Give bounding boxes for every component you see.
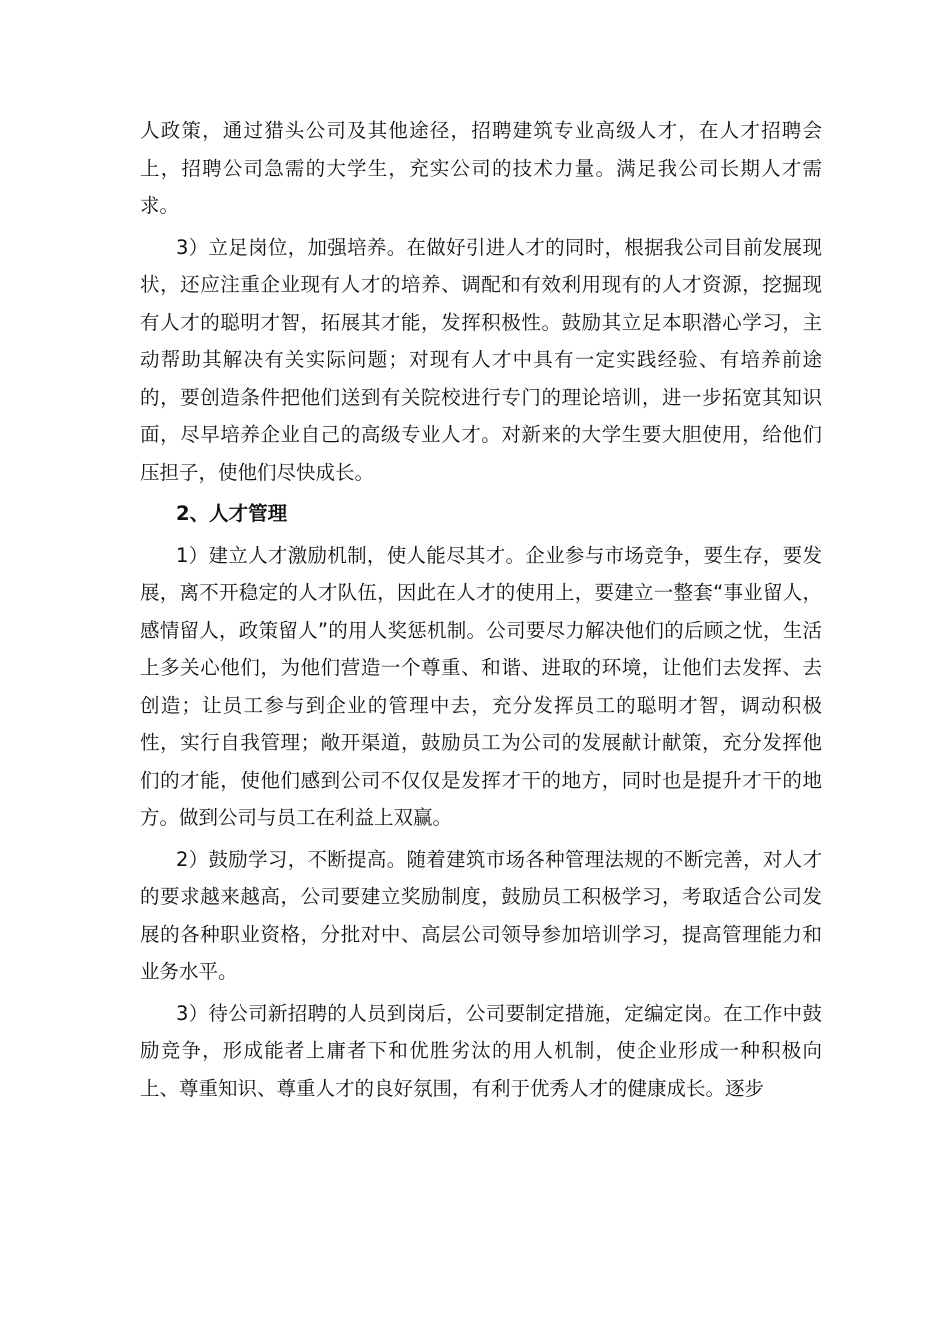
paragraph-item-1-incentive: 1）建立人才激励机制，使人能尽其才。企业参与市场竞争，要生存，要发展，离不开稳定的人才队伍，因此在人才的使用上，要建立一整套“事业留人，感情留人，政策留人”的用人奖惩机制。公司要尽力解决他们的后顾之忧，生活上多关心他们，为他们营造一个尊重、和谐、进取的环境，让他们去发挥、去创造；让员工参与到企业的管理中去，充分发挥员工的聪明才智，调动积极性，实行自我管理；敞开渠道，鼓励员工为公司的发展献计献策，充分发挥他们的才能，使他们感到公司不仅仅是发挥才干的地方，同时也是提升才干的地方。做到公司与员工在利益上双赢。 [140, 543, 822, 829]
paragraph-continuation: 人政策，通过猎头公司及其他途径，招聘建筑专业高级人才，在人才招聘会上，招聘公司急需的大学生，充实公司的技术力量。满足我公司长期人才需求。 [140, 119, 822, 217]
paragraph-item-3-training: 3）立足岗位，加强培养。在做好引进人才的同时，根据我公司目前发展现状，还应注重企业现有人才的培养、调配和有效利用现有的人才资源，挖掘现有人才的聪明才智，拓展其才能，发挥积极性。鼓励其立足本职潜心学习，主动帮助其解决有关实际问题；对现有人才中具有一定实践经验、有培养前途的，要创造条件把他们送到有关院校进行专门的理论培训，进一步拓宽其知识面，尽早培养企业自己的高级专业人才。对新来的大学生要大胆使用，给他们压担子，使他们尽快成长。 [140, 235, 822, 484]
document-body [140, 112, 822, 1111]
paragraph-item-2-learning: 2）鼓励学习，不断提高。随着建筑市场各种管理法规的不断完善，对人才的要求越来越高，公司要建立奖励制度，鼓励员工积极学习，考取适合公司发展的各种职业资格，分批对中、高层公司领导参加培训学习，提高管理能力和业务水平。 [140, 847, 822, 983]
paragraph-item-3-positions: 3）待公司新招聘的人员到岗后，公司要制定措施，定编定岗。在工作中鼓励竞争，形成能者上庸者下和优胜劣汰的用人机制，使企业形成一种积极向上、尊重知识、尊重人才的良好氛围，有利于优秀人才的健康成长。逐步 [140, 1001, 822, 1100]
section-heading-talent-management: 2、人才管理 [176, 502, 288, 525]
